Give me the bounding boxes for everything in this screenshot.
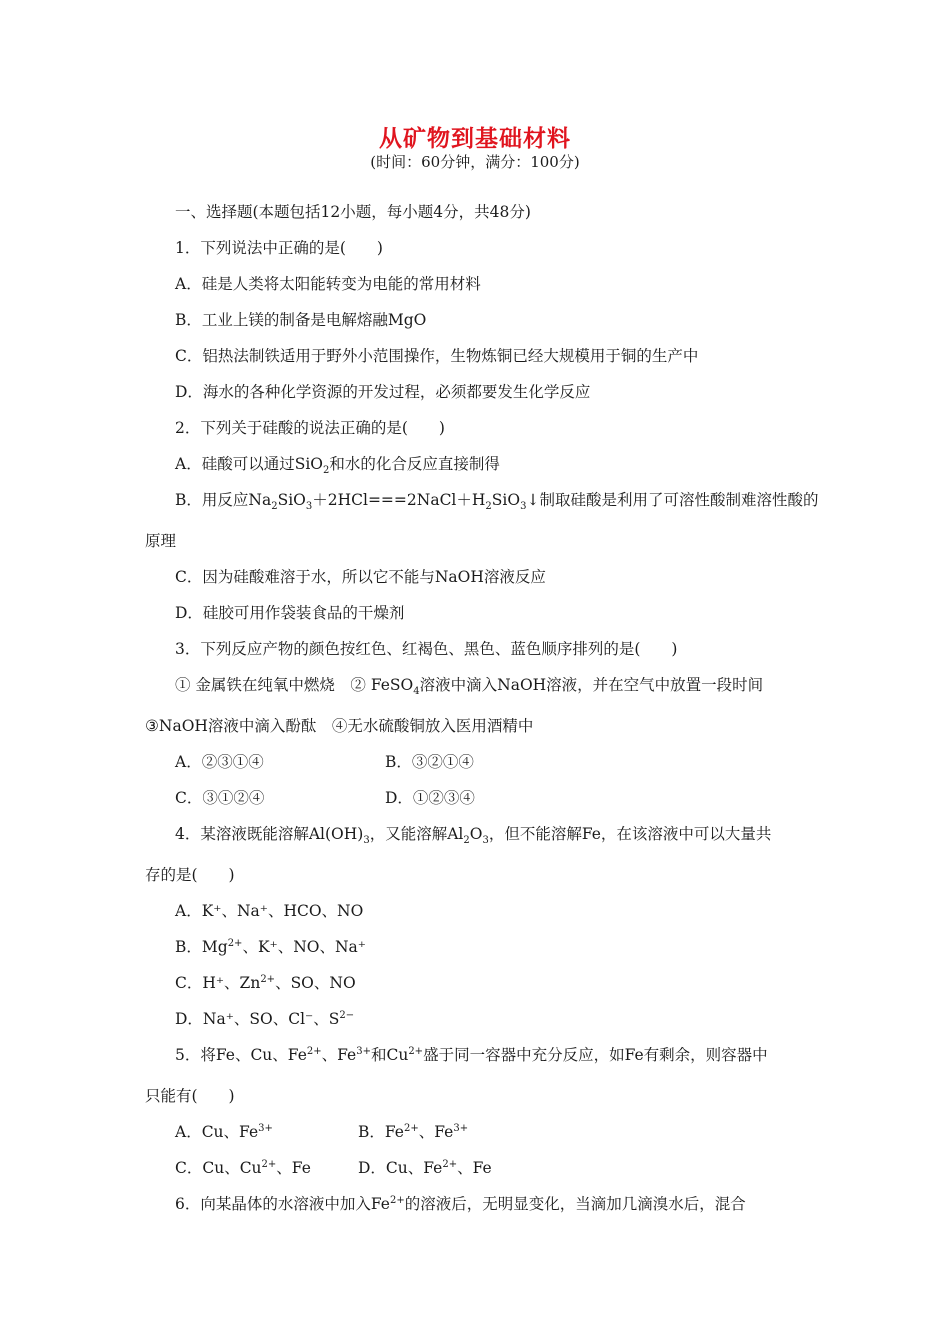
question-1-option-a: A．硅是人类将太阳能转变为电能的常用材料 xyxy=(175,275,481,293)
question-1-option-d: D．海水的各种化学资源的开发过程，必须都要发生化学反应 xyxy=(175,383,591,401)
question-2-option-d: D．硅胶可用作袋装食品的干燥剂 xyxy=(175,604,405,622)
question-5-option-b: B．$Fe^{2+}$、$Fe^{3+}$ xyxy=(358,1122,469,1141)
page-title: 从矿物到基础材料 xyxy=(379,126,571,152)
page-subtitle: (时间：60分钟，满分：100分) xyxy=(370,153,580,171)
question-1-stem: 1．下列说法中正确的是( ) xyxy=(175,239,383,257)
question-3-item-line-2: ③NaOH溶液中滴入酚酞 ④无水硫酸铜放入医用酒精中 xyxy=(145,717,534,735)
question-4-option-c: C．H⁺、$Zn^{2+}$、SO、NO xyxy=(175,973,356,992)
question-5-option-a: A．Cu、$Fe^{3+}$ xyxy=(175,1122,273,1141)
question-3-option-b: B．③②①④ xyxy=(385,753,474,771)
question-3-stem: 3．下列反应产物的颜色按红色、红褐色、黑色、蓝色顺序排列的是( ) xyxy=(175,640,678,658)
question-5-stem: 5．将Fe、Cu、$Fe^{2+}$、$Fe^{3+}$和$Cu^{2+}$盛于同一容器中充分反应，如Fe有剩余，则容器中 xyxy=(175,1045,768,1064)
question-2-stem: 2．下列关于硅酸的说法正确的是( ) xyxy=(175,419,445,437)
question-4-stem: 4．某溶液既能溶解$Al(OH)_3$，又能溶解$Al_2O_3$，但不能溶解Fe，在该溶液中可以大量共 xyxy=(175,825,772,847)
question-6-stem: 6．向某晶体的水溶液中加入$Fe^{2+}$的溶液后，无明显变化，当滴加几滴溴水后，混合 xyxy=(175,1194,746,1213)
section-heading: 一、选择题(本题包括12小题，每小题4分，共48分) xyxy=(175,203,531,221)
question-2-option-b-continued: 原理 xyxy=(145,532,177,550)
question-4-stem-continued: 存的是( ) xyxy=(145,866,235,884)
question-2-option-a: A．硅酸可以通过SiO$_2$和水的化合反应直接制得 xyxy=(175,455,500,477)
question-4-option-b: B．$Mg^{2+}$、K⁺、NO、Na⁺ xyxy=(175,937,366,956)
question-3-option-d: D．①②③④ xyxy=(385,789,475,807)
question-4-option-d: D．Na⁺、SO、Cl⁻、$S^{2-}$ xyxy=(175,1009,355,1028)
question-4-option-a: A．K⁺、Na⁺、HCO、NO xyxy=(175,902,364,920)
question-5-option-d: D．Cu、$Fe^{2+}$、Fe xyxy=(358,1158,492,1177)
question-3-option-a: A．②③①④ xyxy=(175,753,264,771)
question-5-option-c: C．Cu、$Cu^{2+}$、Fe xyxy=(175,1158,311,1177)
question-1-option-c: C．铝热法制铁适用于野外小范围操作，生物炼铜已经大规模用于铜的生产中 xyxy=(175,347,699,365)
question-3-item-line-1: ① 金属铁在纯氧中燃烧 ② FeSO$_4$溶液中滴入NaOH溶液，并在空气中放置一段时间 xyxy=(175,676,764,698)
question-1-option-b: B．工业上镁的制备是电解熔融MgO xyxy=(175,311,427,329)
question-2-option-c: C．因为硅酸难溶于水，所以它不能与NaOH溶液反应 xyxy=(175,568,546,586)
question-2-option-b: B．用反应$Na_2SiO_3+2HCl===2NaCl+H_2SiO_3↓$制取硅酸是利用了可溶性酸制难溶性酸的 xyxy=(175,491,819,513)
question-3-option-c: C．③①②④ xyxy=(175,789,265,807)
question-5-stem-continued: 只能有( ) xyxy=(145,1087,235,1105)
